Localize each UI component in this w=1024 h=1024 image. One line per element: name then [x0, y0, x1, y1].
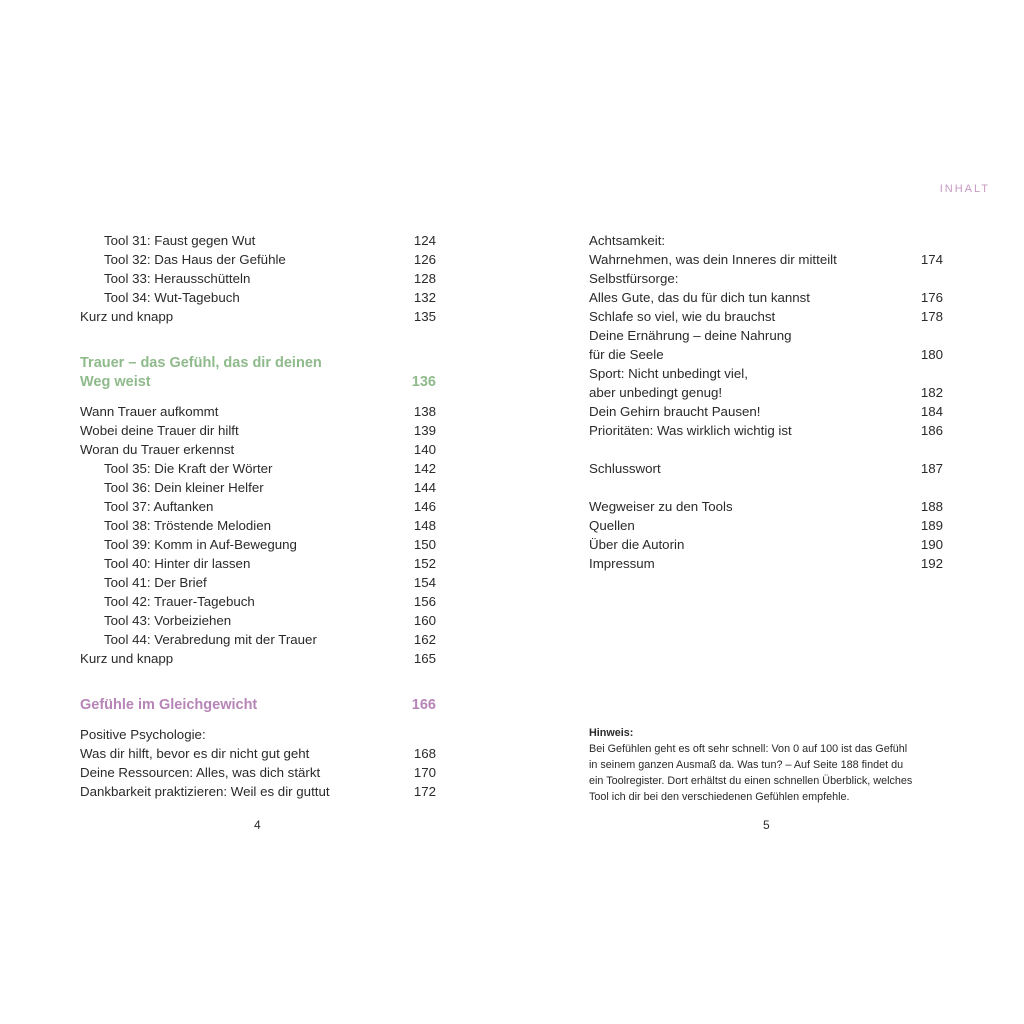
toc-block — [80, 402, 436, 668]
toc-entry-title: für die Seele — [589, 347, 664, 362]
toc-entry-page: 162 — [413, 632, 436, 647]
toc-entry — [589, 516, 943, 535]
toc-entry — [589, 459, 943, 478]
toc-entry-page: 180 — [920, 347, 943, 362]
toc-entry-page: 139 — [413, 423, 436, 438]
toc-entry-title: aber unbedingt genug! — [589, 385, 723, 400]
chapter-heading-trauer — [80, 354, 436, 392]
note-line: Bei Gefühlen geht es oft sehr schnell: Von 0 auf 100 ist das Gefühl — [589, 743, 908, 755]
toc-entry-title: Woran du Trauer erkennst — [80, 442, 235, 457]
toc-entry-title: Schlusswort — [589, 461, 661, 476]
toc-entry — [589, 554, 943, 573]
toc-entry — [589, 497, 943, 516]
toc-entry-title: Wegweiser zu den Tools — [589, 499, 733, 514]
note-text — [589, 741, 949, 805]
toc-block — [589, 497, 943, 573]
toc-block — [589, 459, 943, 478]
toc-entry-page: 138 — [413, 404, 436, 419]
toc-entry-page: 170 — [413, 765, 436, 780]
toc-entry — [80, 592, 436, 611]
toc-entry — [80, 744, 436, 763]
toc-entry — [80, 763, 436, 782]
toc-entry-page: 187 — [920, 461, 943, 476]
toc-entry — [589, 345, 943, 364]
toc-block — [80, 231, 436, 326]
toc-entry-page: 126 — [413, 252, 436, 267]
toc-entry-page: 152 — [413, 556, 436, 571]
toc-entry — [80, 649, 436, 668]
toc-entry — [80, 288, 436, 307]
toc-entry — [589, 231, 943, 250]
toc-entry — [80, 459, 436, 478]
toc-entry-page: 174 — [920, 252, 943, 267]
toc-entry-page: 176 — [920, 290, 943, 305]
note-line: ein Toolregister. Dort erhältst du einen schnellen Überblick, welches — [589, 775, 913, 787]
toc-entry — [80, 573, 436, 592]
toc-entry-title: Alles Gute, das du für dich tun kannst — [589, 290, 811, 305]
toc-entry-page: 165 — [413, 651, 436, 666]
chapter-title-line2: Weg weist — [80, 374, 151, 390]
toc-entry-title: Deine Ernährung – deine Nahrung — [589, 328, 792, 343]
toc-entry-page: 124 — [413, 233, 436, 248]
toc-entry — [80, 554, 436, 573]
toc-entry — [80, 440, 436, 459]
toc-list-right — [589, 231, 943, 573]
note-title: Hinweis: — [589, 727, 634, 739]
toc-entry-title: Tool 35: Die Kraft der Wörter — [104, 461, 273, 476]
toc-entry-title: Prioritäten: Was wirklich wichtig ist — [589, 423, 792, 438]
toc-entry — [80, 269, 436, 288]
toc-entry-title: Dein Gehirn braucht Pausen! — [589, 404, 761, 419]
toc-entry-title: Kurz und knapp — [80, 651, 174, 666]
page-number-right: 5 — [763, 818, 770, 832]
toc-entry — [589, 269, 943, 288]
toc-entry-title: Kurz und knapp — [80, 309, 174, 324]
toc-entry-page: 192 — [920, 556, 943, 571]
toc-entry-title: Achtsamkeit: — [589, 233, 666, 248]
toc-entry-page: 150 — [413, 537, 436, 552]
chapter-heading-line — [80, 354, 436, 373]
note-line: in seinem ganzen Ausmaß da. Was tun? – Auf Seite 188 findet du — [589, 759, 904, 771]
chapter-heading-line — [80, 696, 436, 715]
chapter-heading-gleichgewicht — [80, 696, 436, 715]
toc-entry-title: Tool 32: Das Haus der Gefühle — [104, 252, 286, 267]
toc-entry-title: Tool 43: Vorbeiziehen — [104, 613, 232, 628]
toc-entry-page: 132 — [413, 290, 436, 305]
chapter-heading-line — [80, 373, 436, 392]
toc-entry-title: Tool 39: Komm in Auf-Bewegung — [104, 537, 297, 552]
section-label: INHALT — [939, 183, 990, 195]
toc-entry — [589, 288, 943, 307]
toc-entry-title: Über die Autorin — [589, 537, 685, 552]
toc-entry-page: 190 — [920, 537, 943, 552]
toc-entry-page: 135 — [413, 309, 436, 324]
toc-entry-page: 142 — [413, 461, 436, 476]
toc-entry-page: 144 — [413, 480, 436, 495]
toc-entry-page: 156 — [413, 594, 436, 609]
toc-entry-page: 168 — [413, 746, 436, 761]
toc-entry-title: Tool 38: Tröstende Melodien — [104, 518, 272, 533]
toc-entry — [80, 421, 436, 440]
toc-entry — [80, 516, 436, 535]
toc-entry-title: Tool 34: Wut-Tagebuch — [104, 290, 240, 305]
toc-entry-page: 186 — [920, 423, 943, 438]
toc-entry-title: Schlafe so viel, wie du brauchst — [589, 309, 776, 324]
toc-entry-page: 128 — [413, 271, 436, 286]
toc-entry-page: 172 — [413, 784, 436, 799]
toc-entry — [589, 383, 943, 402]
toc-list-left — [80, 231, 436, 801]
toc-entry-page: 188 — [920, 499, 943, 514]
toc-entry — [80, 307, 436, 326]
toc-entry-page: 160 — [413, 613, 436, 628]
toc-entry-title: Tool 33: Herausschütteln — [104, 271, 251, 286]
toc-entry-title: Tool 36: Dein kleiner Helfer — [104, 480, 264, 495]
toc-entry — [80, 725, 436, 744]
toc-entry-page: 146 — [413, 499, 436, 514]
toc-entry — [80, 402, 436, 421]
toc-entry — [589, 250, 943, 269]
toc-entry-title: Impressum — [589, 556, 655, 571]
toc-entry — [589, 364, 943, 383]
toc-entry-title: Deine Ressourcen: Alles, was dich stärkt — [80, 765, 321, 780]
toc-entry — [80, 497, 436, 516]
chapter-title: Gefühle im Gleichgewicht — [80, 697, 258, 713]
chapter-page-number: 136 — [411, 374, 436, 390]
toc-entry-title: Tool 44: Verabredung mit der Trauer — [104, 632, 317, 647]
toc-entry-title: Wobei deine Trauer dir hilft — [80, 423, 239, 438]
toc-entry-title: Selbstfürsorge: — [589, 271, 679, 286]
toc-entry-page: 178 — [920, 309, 943, 324]
toc-entry — [80, 782, 436, 801]
toc-entry — [589, 307, 943, 326]
toc-entry-title: Tool 31: Faust gegen Wut — [104, 233, 256, 248]
toc-entry-title: Tool 41: Der Brief — [104, 575, 207, 590]
toc-entry — [80, 611, 436, 630]
toc-entry — [589, 402, 943, 421]
toc-entry — [589, 326, 943, 345]
toc-entry-title: Tool 40: Hinter dir lassen — [104, 556, 251, 571]
note-box — [589, 725, 949, 805]
toc-entry-title: Positive Psychologie: — [80, 727, 206, 742]
toc-entry-title: Wann Trauer aufkommt — [80, 404, 219, 419]
toc-entry-title: Quellen — [589, 518, 635, 533]
toc-entry-title: Tool 37: Auftanken — [104, 499, 214, 514]
toc-entry — [589, 535, 943, 554]
toc-block — [589, 231, 943, 440]
toc-entry-title: Dankbarkeit praktizieren: Weil es dir guttut — [80, 784, 330, 799]
toc-entry — [80, 630, 436, 649]
page-number-left: 4 — [254, 818, 261, 832]
toc-entry — [80, 250, 436, 269]
toc-entry-page: 182 — [920, 385, 943, 400]
toc-entry — [80, 535, 436, 554]
toc-entry-page: 184 — [920, 404, 943, 419]
toc-entry — [80, 231, 436, 250]
toc-entry-title: Wahrnehmen, was dein Inneres dir mitteilt — [589, 252, 837, 267]
toc-entry-title: Sport: Nicht unbedingt viel, — [589, 366, 748, 381]
toc-entry-page: 154 — [413, 575, 436, 590]
toc-entry-page: 140 — [413, 442, 436, 457]
toc-entry-title: Was dir hilft, bevor es dir nicht gut geht — [80, 746, 310, 761]
toc-block — [80, 725, 436, 801]
toc-entry-title: Tool 42: Trauer-Tagebuch — [104, 594, 255, 609]
toc-entry-page: 189 — [920, 518, 943, 533]
toc-entry — [589, 421, 943, 440]
toc-entry-page: 148 — [413, 518, 436, 533]
toc-entry — [80, 478, 436, 497]
chapter-title-line1: Trauer – das Gefühl, das dir deinen — [80, 355, 322, 371]
note-line: Tool ich dir bei den verschiedenen Gefühlen empfehle. — [589, 791, 850, 803]
chapter-page-number: 166 — [411, 697, 436, 713]
